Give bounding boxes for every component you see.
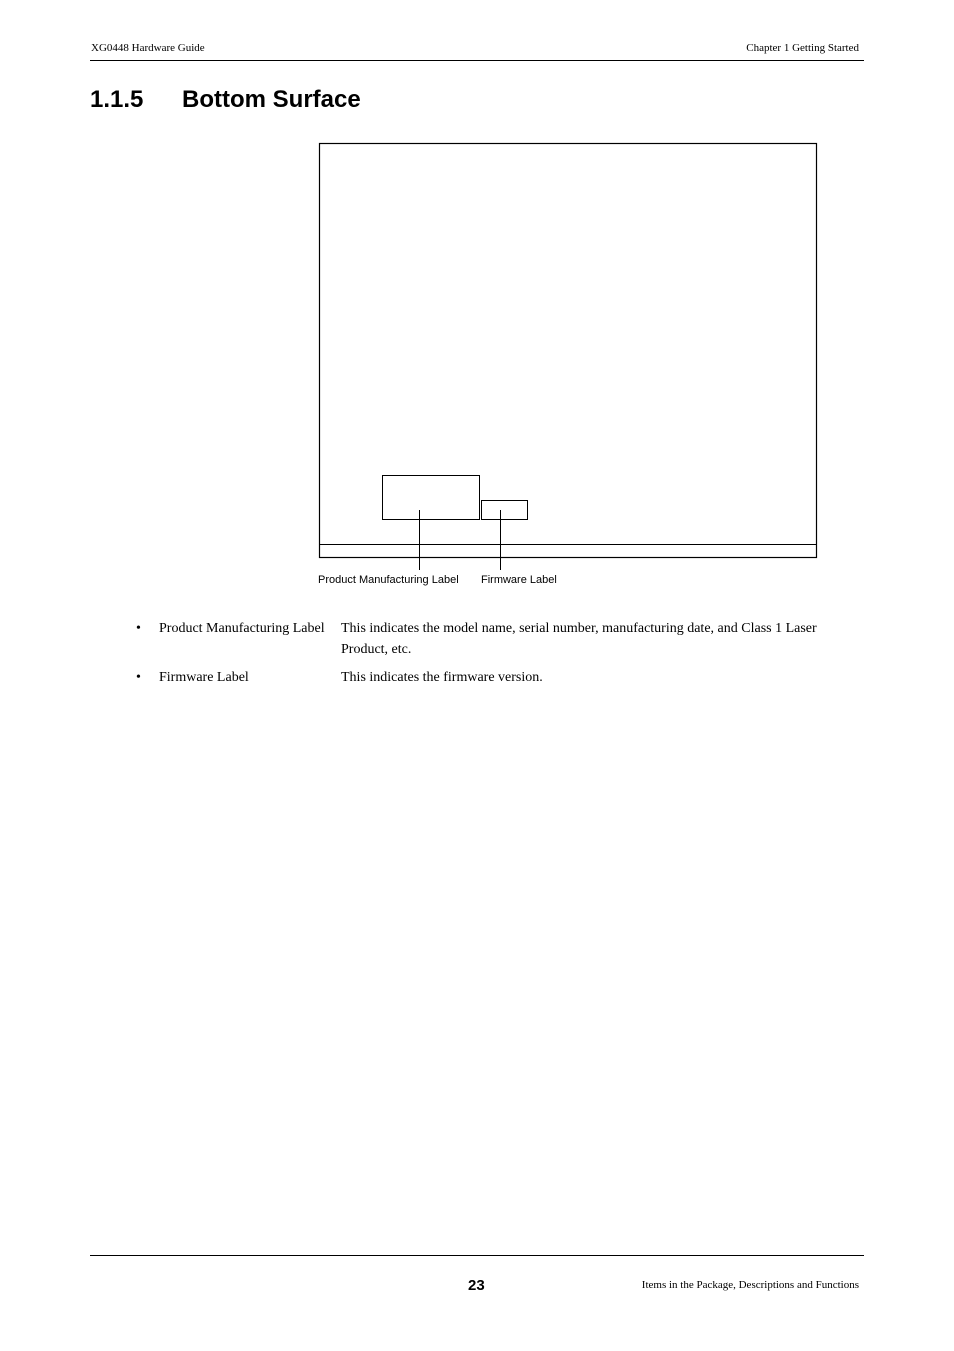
running-header-title: XG0448 Hardware Guide [91, 42, 205, 54]
firmware-label-box [482, 501, 528, 520]
section-title: Bottom Surface [182, 86, 361, 113]
page-number: 23 [468, 1277, 485, 1294]
product-manufacturing-label-box [383, 476, 480, 520]
bullet: • [136, 621, 141, 636]
bottom-surface-diagram [0, 0, 954, 600]
footer-rule [90, 1255, 864, 1256]
bullet: • [136, 670, 141, 685]
description-text: This indicates the firmware version. [341, 670, 543, 685]
section-number: 1.1.5 [90, 86, 144, 113]
description-term: Product Manufacturing Label [159, 621, 325, 636]
firmware-callout: Firmware Label [481, 574, 557, 586]
bottom-surface-figure [0, 0, 954, 600]
list-item [0, 667, 954, 689]
list-item [0, 618, 954, 662]
description-text: This indicates the model name, serial number, manufacturing date, and Class 1 Laser Product, etc. [341, 621, 817, 657]
running-footer-section: Items in the Package, Descriptions and Functions [641, 1279, 859, 1291]
description-term: Firmware Label [159, 670, 249, 685]
running-header-chapter: Chapter 1 Getting Started [746, 42, 859, 54]
device-bottom-outline [320, 144, 817, 558]
product-manufacturing-callout: Product Manufacturing Label [318, 574, 459, 586]
